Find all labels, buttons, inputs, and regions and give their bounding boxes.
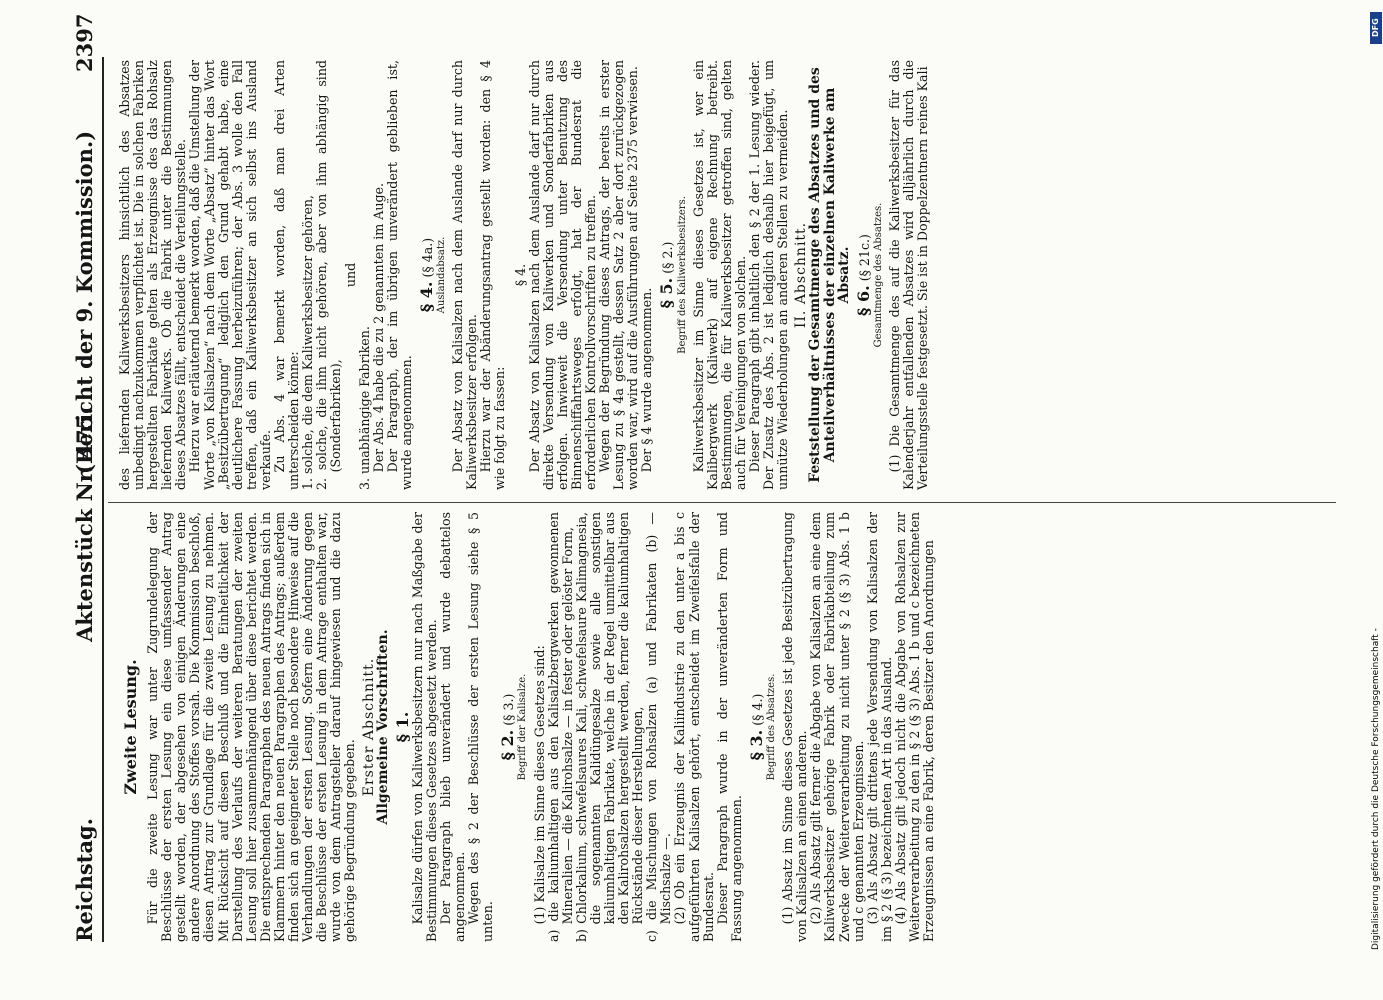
column-divider <box>108 502 1336 503</box>
paragraph-4-amendment: Hierzu war der Abänderungsantrag gestellt worden: den § 4 wie folgt zu fassen: <box>478 60 508 490</box>
section-title: Erster Abschnitt. <box>360 657 377 797</box>
header-center: Aktenstück Nr. 475. <box>72 407 97 642</box>
paragraph-1-heading: § 1. <box>392 711 412 743</box>
section-subtitle: Allgemeine Vorschriften. <box>374 629 391 825</box>
paragraph-5-note: Dieser Paragraph gibt inhaltlich den § 2 der 1. Lesung wieder. Der Zusatz des Abs. 2 ist lediglich deshalb hier beigefügt, um unnütze Wiederholungen an anderen Stellen zu vermeiden. <box>747 60 791 490</box>
paragraph-5-text: Kaliwerksbesitzer im Sinne dieses Gesetzes ist, wer ein Kalibergwerk (Kaliwerk) auf eigene Rechnung betreibt. Bestimmungen, die für Kaliwerksbesitzer getroffen sind, gelten auch für Vereinigungen von solchen. <box>690 60 748 490</box>
paragraph-3-line3: (3) Als Absatz gilt drittens jede Versendung von Kalisalzen der im § 2 (§ 3) bezeichneten Art in das Ausland. <box>864 512 894 942</box>
paragraph-5-heading: § 5. (§ 2.) <box>657 241 677 309</box>
digitization-note: Digitalisierung gefördert durch die Deutsche Forschungsgemeinschaft - <box>1371 628 1381 950</box>
abs4-remark: Zu Abs. 4 war bemerkt worden, daß man drei Arten unterscheiden könne: <box>272 60 302 490</box>
paragraph-6-heading: § 6. (§ 21c.) <box>853 234 873 316</box>
factory-type-3: 3. unabhängige Fabriken. <box>356 326 372 490</box>
intro-paragraph: Für die zweite Lesung war unter Zugrundelegung der Beschlüsse der ersten Lesung ein diese umfassender Antrag gestellt worden, der abgesehen von einigen Änderungen eine andere Anordnung des Stoffes vorsah. Die Kommission beschloß, diesen Antrag zur Grundlage für die zweite Lesung zu nehmen. Mit Rücksicht auf diesen Beschluß und die Einheitlichkeit der Darstellung des Verlaufs der weiteren Beratungen der zweiten Lesung soll hier zusammenhängend über diese berichtet werden. Die entsprechenden Paragraphen des neuen Antrags finden sich in Klammern hinter den neuen Paragraphen des Antrags; außerdem finden sich an geeigneter Stelle noch besondere Hinweise auf die Verhandlungen der ersten Lesung. Sofern eine Änderung gegen die Beschlüsse der ersten Lesung in dem Antrage enthalten war, wurde von dem Antragsteller darauf hingewiesen und die dazu gehörige Begründung gegeben. <box>145 512 358 942</box>
paragraph-3-line4: (4) Als Absatz gilt jedoch nicht die Abgabe von Rohsalzen zur Weiterverarbeitung zu den in § 2 (§ 3) Abs. 1 b und c bezeichneten Erzeugnissen an eine Fabrik, deren Besitzer den Anordnungen <box>892 512 937 942</box>
paragraph-2-heading: § 2. (§ 3.) <box>498 693 518 761</box>
dfg-logo: DFG <box>1370 12 1382 44</box>
paragraph-2-line1: (1) Kalisalze im Sinne dieses Gesetzes sind: <box>531 645 547 925</box>
factory-type-2: 2. solche, die ihm nicht gehören, aber von ihm abhängig sind (Sonderfabriken), <box>314 60 344 490</box>
paragraph-4-text: Der Absatz von Kalisalzen nach dem Auslande darf nur durch Kaliwerksbesitzer erfolgen. <box>450 60 480 490</box>
factory-type-1: 1. solche, die dem Kaliwerksbesitzer gehören, <box>300 194 316 490</box>
paragraph-3-result: Der Paragraph, der im übrigen unverändert geblieben ist, wurde angenommen. <box>384 60 414 490</box>
right-column <box>118 60 930 490</box>
paragraph-4-heading: § 4. (§ 4a.) <box>416 237 436 313</box>
remark-paragraph: Hierzu war erläuternd bemerkt worden, daß die Umstellung der Worte „von Kalisalzen“ nach dem Worte „Absatz“ hinter das Wort „Besitzübertragung“ lediglich den Grund gehabt habe, eine deutlichere Fassung herbeizuführen; der Abs. 3 wolle den Fall treffen, daß ein Kaliwerksbesitzer an sich selbst ins Ausland verkaufe. <box>187 60 273 490</box>
paragraph-2-note: Dieser Paragraph wurde in der unveränderten Form und Fassung angenommen. <box>714 512 744 942</box>
left-column <box>118 512 936 942</box>
conjunction-und: und <box>342 262 358 288</box>
running-header <box>72 13 112 942</box>
paragraph-4-new-text: Der Absatz von Kalisalzen nach dem Auslande darf nur durch direkte Versendung von Kaliwerken und Sonderfabriken aus erfolgen. Inwieweit die Versendung unter Benutzung des Binnenschiffahrtsweges erfolgt, hat der Bundesrat die erforderlichen Kontrollvorschriften zu treffen. <box>526 60 598 490</box>
abs4-note: Der Abs. 4 habe die zu 2 genannten im Auge. <box>370 183 386 473</box>
paragraph-3-line2: (2) Als Absatz gilt ferner die Abgabe von Kalisalzen an eine dem Kaliwerksbesitzer gehörige Fabrik oder Fabrikabteilung zum Zwecke der Weiterverarbeitung zu nicht unter § 2 (§ 3) Abs. 1 b und c genannten Erzeugnissen. <box>808 512 866 942</box>
paragraph-3-heading: § 3. (§ 4.) <box>746 693 766 761</box>
header-rule <box>102 57 104 942</box>
paragraph-6-text: (1) Die Gesamtmenge des auf die Kaliwerksbesitzer für das Kalenderjahr entfallenden Absatzes wird alljährlich durch die Verteilungsstelle festgesetzt. Sie ist in Doppelzentnern reines Kali <box>886 60 931 490</box>
paragraph-5-subtitle: Begriff des Kaliwerksbesitzers. <box>676 196 688 354</box>
paragraph-6-subtitle: Gesamtmenge des Absatzes. <box>872 202 884 348</box>
paragraph-2-subtitle: Begriff der Kalisalze. <box>517 673 529 781</box>
page-number: 2397 <box>72 13 97 72</box>
paragraph-2-line2: (2) Ob ein Erzeugnis der Kaliindustrie zu den unter a bis c aufgeführten Kalisalzen gehört, entscheidet im Zweifelsfalle der Bundesrat. <box>672 512 716 942</box>
header-right-title: (Bericht der 9. Kommission.) <box>72 130 97 474</box>
paragraph-1-text: Kalisalze dürfen von Kaliwerksbesitzern nur nach Maßgabe der Bestimmungen dieses Gesetzes abgesetzt werden. <box>409 512 439 942</box>
paragraph-1-ref: Wegen des § 2 der Beschlüsse der ersten Lesung siehe § 5 unten. <box>466 512 496 942</box>
digitization-strip <box>1370 6 1382 994</box>
section-2-title: II. Abschnitt. <box>793 221 810 329</box>
paragraph-4-reason: Wegen der Begründung dieses Antrags, der bereits in erster Lesung zu § 4a gestellt, dessen Satz 2 aber dort zurückgezogen worden war, wird auf die Ausführungen auf Seite 2375 verwiesen. <box>597 60 641 490</box>
paragraph-3-subtitle: Begriff des Absatzes. <box>766 673 778 781</box>
heading-zweite-lesung: Zweite Lesung. <box>121 659 140 795</box>
paragraph-2-item-b: b) Chlorkalium, schwefelsaures Kali, schwefelsaure Kalimagnesia, die sogenannten Kalidüngesalze sowie alle sonstigen kaliumhaltigen Fabrikate, welche in der Regel unmittelbar aus den Kalirohsalzen hergestellt werden, ferner die kaliumhaltigen Rückstände dieser Herstellungen, <box>573 512 646 942</box>
paragraph-1-note: Der Paragraph blieb unverändert und wurde debattelos angenommen. <box>437 512 468 942</box>
paragraph-3-line1: (1) Absatz im Sinne dieses Gesetzes ist jede Besitzübertragung von Kalisalzen an einen anderen. <box>780 512 810 942</box>
continued-text: des liefernden Kaliwerksbesitzers hinsichtlich des Absatzes unbedingt nachzukommen verpflichtet ist. Die in solchen Fabriken hergestellten Fabrikate gelten als Erzeugnisse des das Rohsalz liefernden Kaliwerks. Ob die Fabrik unter die Bestimmungen dieses Absatzes fällt, entscheidet die Verteilungsstelle. <box>117 60 189 490</box>
header-left: Reichstag. <box>72 818 97 942</box>
paragraph-2-item-a: a) die kaliumhaltigen aus den Kalisalzbergwerken gewonnenen Mineralien — die Kalirohsalze — in fester oder gelöster Form, <box>545 512 575 942</box>
paragraph-4-new-heading: § 4. <box>512 263 528 287</box>
paragraph-4-result: Der § 4 wurde angenommen. <box>639 287 655 473</box>
section-2-subtitle: Feststellung der Gesamtmenge des Absatzes und des Anteilverhältnisses der einzelnen Kaliwerke am Absatz. <box>807 67 852 483</box>
paragraph-4-subtitle: Auslandabsatz. <box>436 236 448 314</box>
paragraph-2-item-c: c) die Mischungen von Rohsalzen (a) und Fabrikaten (b) — Mischsalze —. <box>644 512 674 942</box>
